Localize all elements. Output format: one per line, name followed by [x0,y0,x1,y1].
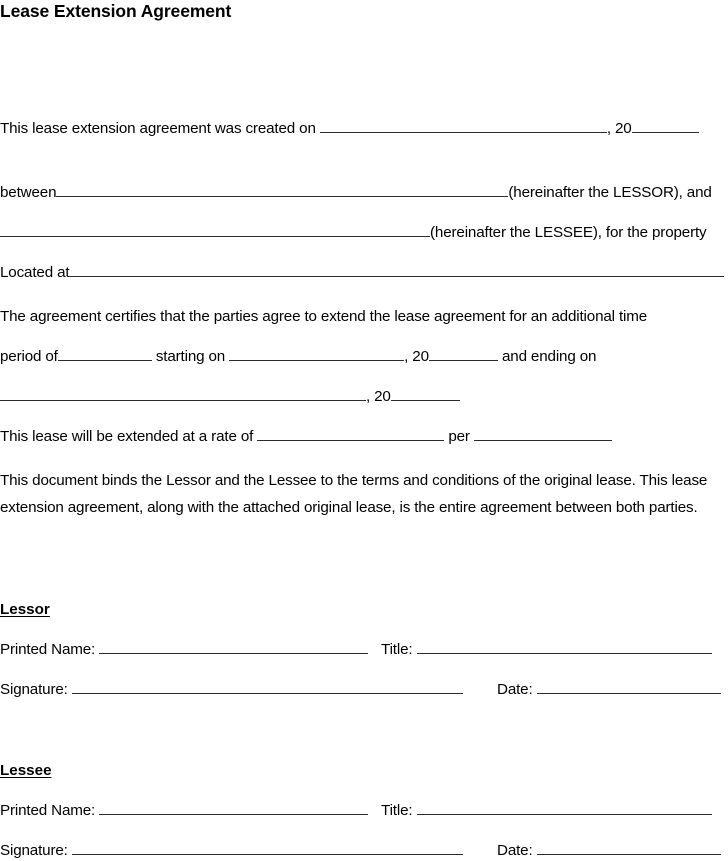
lessee-date-label: Date: [497,842,537,859]
clause-between-tail: (hereinafter the LESSOR), and [508,184,712,201]
field-start-date[interactable] [229,348,404,361]
field-lessor-name[interactable] [56,184,508,197]
lessee-signature-row [0,841,463,861]
clause-period-lead: period of [0,348,58,365]
field-end-date[interactable] [0,388,366,401]
lessor-signature-label: Signature: [0,681,72,698]
field-lessor-printed-name[interactable] [99,641,368,654]
lessor-date-label: Date: [497,681,537,698]
clause-period [0,347,596,367]
lessee-printed-name-label: Printed Name: [0,802,100,819]
field-lessor-title[interactable] [417,641,712,654]
lessor-title-row [381,640,712,660]
clause-located-at [0,263,724,283]
clause-between-lessor [0,183,712,203]
clause-period-tail: and ending on [497,348,597,365]
clause-end-year-prefix: , 20 [366,388,391,405]
lessor-signature-row [0,680,463,700]
lessor-title-label: Title: [381,641,417,658]
clause-created-on [0,119,699,139]
clause-rate [0,427,612,447]
field-lessor-date[interactable] [537,681,721,694]
field-property-address[interactable] [69,264,724,277]
clause-rate-lead: This lease will be extended at a rate of [0,428,258,445]
clause-rate-mid: per [444,428,474,445]
field-end-year[interactable] [391,388,460,401]
clause-between-lead: between [0,184,57,201]
lessee-date-row [497,841,721,861]
clause-located-at-lead: Located at [0,264,70,281]
clause-created-on-lead: This lease extension agreement was created on [0,120,320,137]
field-rate-per[interactable] [474,428,612,441]
field-lessee-date[interactable] [537,842,721,855]
field-period-length[interactable] [58,348,152,361]
field-lessee-name[interactable] [0,224,430,237]
field-lessee-title[interactable] [417,802,712,815]
clause-binds: This document binds the Lessor and the Lessee to the terms and conditions of the original lease. This lease extension agreement, along with the attached original lease, is the entire agreement between both parties. [0,472,708,516]
lessee-printed-name-row [0,801,368,821]
clause-lessee [0,223,707,243]
lessor-printed-name-row [0,640,368,660]
clause-end-date [0,387,460,407]
section-heading-lessor: Lessor [0,601,50,618]
clause-lessee-tail: (hereinafter the LESSEE), for the property [430,224,707,241]
lessee-title-label: Title: [381,802,417,819]
lessee-signature-label: Signature: [0,842,72,859]
lessor-date-row [497,680,721,700]
page-title: Lease Extension Agreement [0,1,232,21]
section-heading-lessee: Lessee [0,762,52,779]
field-start-year[interactable] [429,348,498,361]
field-lessee-signature[interactable] [72,842,463,855]
clause-created-on-year-prefix: , 20 [606,120,632,137]
field-lessee-printed-name[interactable] [99,802,368,815]
clause-period-year-prefix: , 20 [404,348,429,365]
field-created-on-year[interactable] [632,120,699,133]
clause-certifies: The agreement certifies that the parties agree to extend the lease agreement for an additional time [0,308,648,325]
field-lessor-signature[interactable] [72,681,463,694]
field-rate-amount[interactable] [257,428,444,441]
lessee-title-row [381,801,712,821]
clause-period-mid: starting on [151,348,230,365]
lessor-printed-name-label: Printed Name: [0,641,100,658]
field-created-on-date[interactable] [320,120,607,133]
